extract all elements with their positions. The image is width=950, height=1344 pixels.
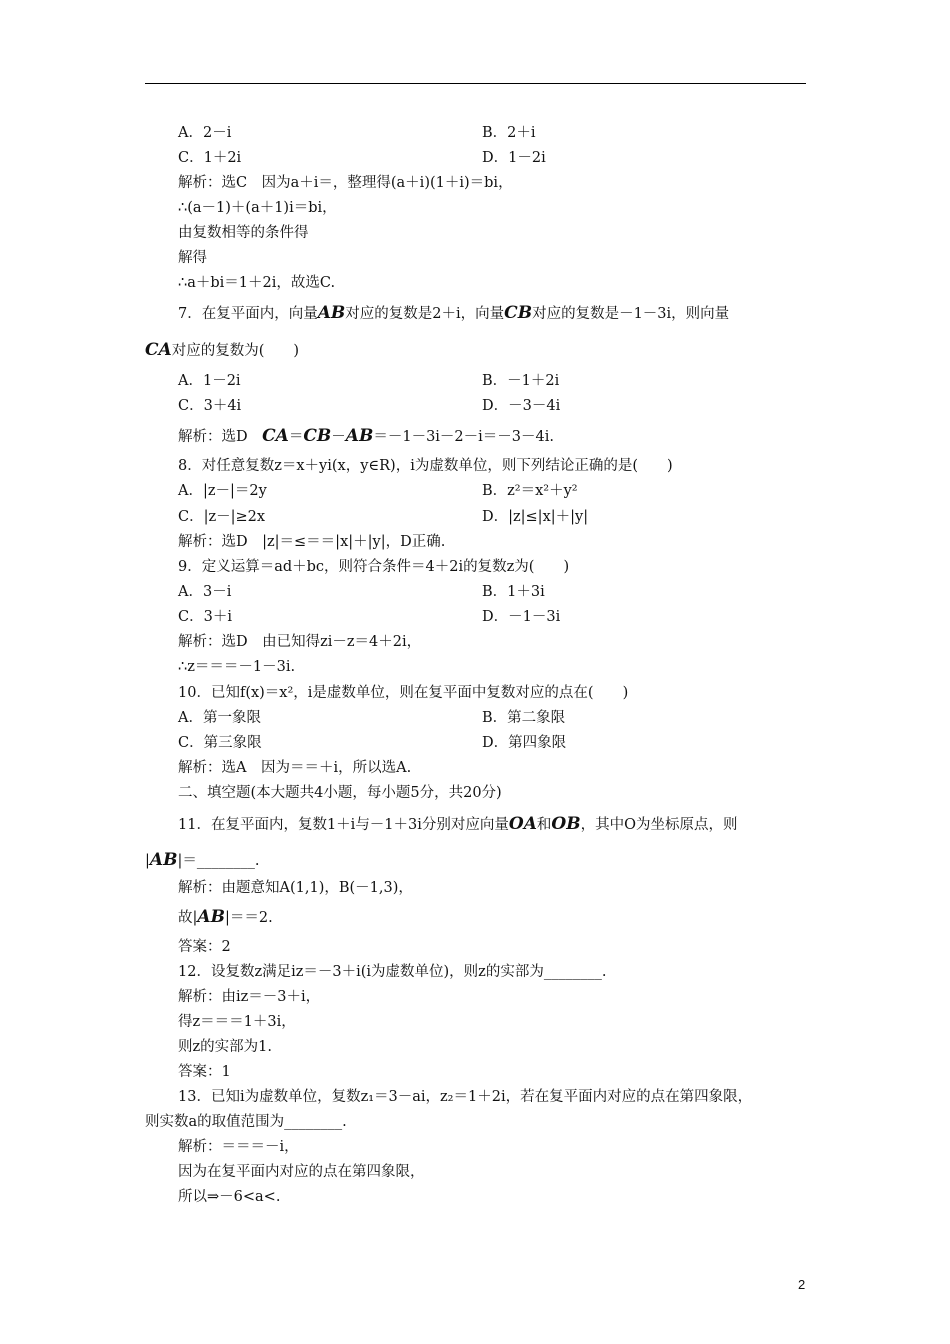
vector-oa: OA bbox=[508, 814, 537, 834]
text-line: 则z的实部为1. bbox=[178, 1039, 272, 1055]
text-line: 13．已知i为虚数单位，复数z₁＝3－ai，z₂＝1＋2i，若在复平面内对应的点在第四象限， bbox=[178, 1089, 753, 1105]
vector-ca: CA bbox=[262, 426, 289, 446]
vector-ab: AB bbox=[317, 303, 346, 323]
text-line: 所以⇒－6<a<. bbox=[178, 1189, 281, 1205]
vector-ab: AB bbox=[149, 850, 178, 870]
text-line: B．第二象限 bbox=[482, 710, 566, 726]
text-line: 则实数a的取值范围为________. bbox=[145, 1114, 347, 1130]
text-line: B．－1＋2i bbox=[482, 373, 560, 389]
text-line: A．|z－|＝2y bbox=[178, 483, 267, 499]
text-line: 答案：2 bbox=[178, 939, 231, 955]
text-line: 9．定义运算＝ad＋bc，则符合条件＝4＋2i的复数z为( ) bbox=[178, 559, 570, 575]
question-7-solution: 解析：选D CA＝CB－AB＝－1－3i－2－i＝－3－4i. bbox=[178, 426, 554, 446]
text-line: 解析：＝＝＝－i， bbox=[178, 1139, 299, 1155]
page-number: 2 bbox=[798, 1277, 806, 1292]
text-line: C．第三象限 bbox=[178, 735, 262, 751]
text-line: 10．已知f(x)＝x²，i是虚数单位，则在复平面中复数对应的点在( ) bbox=[178, 685, 629, 701]
text-line: D．|z|≤|x|＋|y| bbox=[482, 509, 589, 525]
text-line: ∴(a－1)＋(a＋1)i＝bi， bbox=[178, 200, 337, 216]
text-line: 解析：选A 因为＝＝＋i，所以选A. bbox=[178, 760, 412, 776]
vector-ob: OB bbox=[551, 814, 581, 834]
text-line: D．－3－4i bbox=[482, 398, 561, 414]
text-line: B．z²＝x²＋y² bbox=[482, 483, 578, 499]
question-11-line-2: |AB|＝________. bbox=[145, 850, 260, 870]
header-rule bbox=[145, 83, 806, 84]
vector-ab: AB bbox=[197, 907, 225, 927]
text-line: 解析：由题意知A(1,1)，B(－1,3)， bbox=[178, 880, 413, 896]
text-line: 8．对任意复数z＝x＋yi(x，y∈R)，i为虚数单位，则下列结论正确的是( ) bbox=[178, 458, 673, 474]
text-line: C．3＋i bbox=[178, 609, 232, 625]
text-line: 解得 bbox=[178, 250, 207, 266]
text-line: 因为在复平面内对应的点在第四象限， bbox=[178, 1164, 425, 1180]
text-line: 答案：1 bbox=[178, 1064, 231, 1080]
text-line: 12．设复数z满足iz＝－3＋i(i为虚数单位)，则z的实部为________. bbox=[178, 964, 607, 980]
text-line: C．1＋2i bbox=[178, 150, 242, 166]
question-7-line-2: CA对应的复数为( ) bbox=[145, 340, 300, 360]
text-line: 二、填空题(本大题共4小题，每小题5分，共20分) bbox=[178, 785, 502, 801]
text-line: 解析：选D 由已知得zi－z＝4＋2i， bbox=[178, 634, 422, 650]
vector-ca: CA bbox=[145, 340, 172, 360]
question-11-solution-result: 故|AB|＝＝2. bbox=[178, 907, 273, 927]
text-line: B．2＋i bbox=[482, 125, 536, 141]
text-line: 解析：选D |z|＝≤＝＝|x|＋|y|，D正确. bbox=[178, 534, 446, 550]
vector-cb: CB bbox=[303, 426, 332, 446]
text-line: D．－1－3i bbox=[482, 609, 561, 625]
question-11-line-1: 11．在复平面内，复数1＋i与－1＋3i分别对应向量OA和OB，其中O为坐标原点，则 bbox=[178, 814, 738, 834]
question-7-line-1: 7．在复平面内，向量AB对应的复数是2＋i，向量CB对应的复数是－1－3i，则向量 bbox=[178, 303, 730, 323]
text-line: C．3＋4i bbox=[178, 398, 242, 414]
text-line: A．1－2i bbox=[178, 373, 241, 389]
text-line: 得z＝＝＝1＋3i， bbox=[178, 1014, 296, 1030]
text-line: B．1＋3i bbox=[482, 584, 545, 600]
text-line: 解析：由iz＝－3＋i， bbox=[178, 989, 321, 1005]
text-line: D．1－2i bbox=[482, 150, 546, 166]
text-line: A．3－i bbox=[178, 584, 232, 600]
text-line: 解析：选C 因为a＋i＝，整理得(a＋i)(1＋i)＝bi， bbox=[178, 175, 513, 191]
text-line: ∴a＋bi＝1＋2i，故选C. bbox=[178, 275, 336, 291]
text-line: ∴z＝＝＝－1－3i. bbox=[178, 659, 296, 675]
text-line: A．2－i bbox=[178, 125, 232, 141]
text-line: D．第四象限 bbox=[482, 735, 567, 751]
vector-ab: AB bbox=[345, 426, 374, 446]
text-line: 由复数相等的条件得 bbox=[178, 225, 309, 241]
text-line: C．|z－|≥2x bbox=[178, 509, 266, 525]
text-line: A．第一象限 bbox=[178, 710, 261, 726]
vector-cb: CB bbox=[504, 303, 533, 323]
